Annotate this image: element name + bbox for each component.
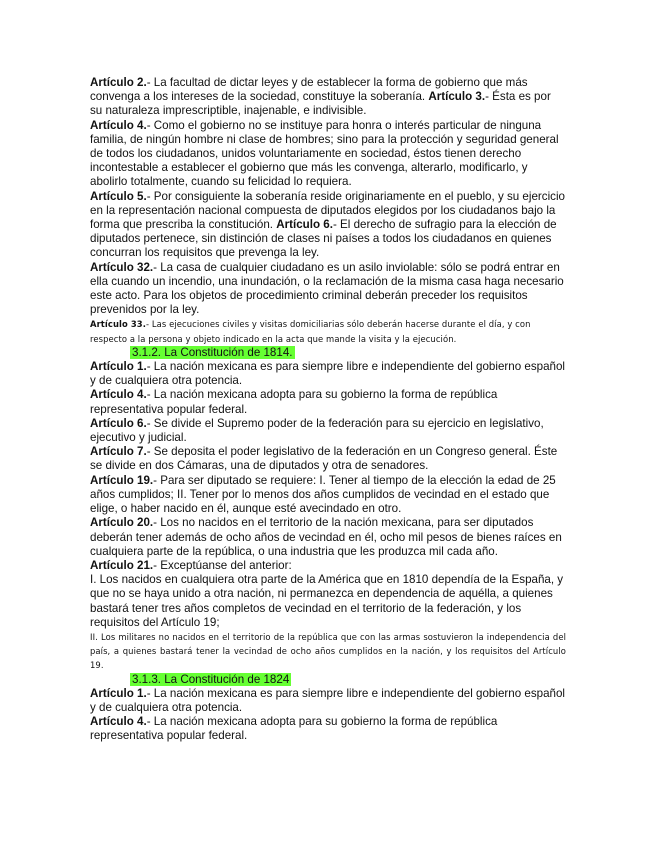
article-text: - Exceptúanse del anterior: <box>153 558 292 572</box>
article-paragraph <box>90 445 566 473</box>
section-heading-1824 <box>90 673 566 687</box>
article-number: Artículo 1. <box>90 686 147 700</box>
article-text: - Por consiguiente la soberanía reside originariamente en el pueblo, y su ejercicio en la representación nacional compuesta de diputados elegidos por los ciudadanos bajo la forma que prescriba la constitución. <box>90 189 565 232</box>
article-paragraph <box>90 261 566 318</box>
section-heading-1814 <box>90 346 566 360</box>
article-text: - La casa de cualquier ciudadano es un asilo inviolable: sólo se podrá entrar en ella cuando un incendio, una inundación, o la reclamación de la misma casa haga necesario este acto. Para los objetos de procedimiento criminal deberán preceder los requisitos prevenidos por la ley. <box>90 260 564 317</box>
article-text: - La nación mexicana adopta para su gobierno la forma de república representativa popular federal. <box>90 388 498 416</box>
article-paragraph <box>90 190 566 261</box>
article-text: - Ésta es por su naturaleza imprescriptible, inajenable, e indivisible. <box>90 90 551 118</box>
article-text: - La nación mexicana es para siempre libre e independiente del gobierno español y de cualquiera otra potencia. <box>90 360 565 388</box>
article-paragraph <box>90 360 566 388</box>
article-paragraph <box>90 559 566 573</box>
article-paragraph <box>90 119 566 190</box>
article-paragraph <box>90 715 566 743</box>
article-21-fraction-ii: II. Los militares no nacidos en el territorio de la república que con las armas sostuvieron la independencia del país, a quienes bastará tener la vecindad de ocho años cumplidos en la nación, y los requisitos del Artículo 19. <box>90 631 566 671</box>
article-text: - La facultad de dictar leyes y de establecer la forma de gobierno que más convenga a los intereses de la sociedad, constituye la soberanía. <box>90 76 528 104</box>
articles-section-b <box>90 360 566 630</box>
article-number: Artículo 21. <box>90 558 154 572</box>
article-paragraph <box>90 388 566 416</box>
article-paragraph <box>90 417 566 445</box>
article-number: Artículo 7. <box>90 445 147 459</box>
article-text: - La nación mexicana es para siempre libre e independiente del gobierno español y de cualquiera otra potencia. <box>90 686 565 714</box>
article-paragraph <box>90 474 566 517</box>
document-page <box>90 76 566 744</box>
articles-section-a <box>90 76 566 317</box>
article-text: I. Los nacidos en cualquiera otra parte de la América que en 1810 dependía de la España, y que no se haya unido a otra nación, ni permanezca en dependencia de aquélla, a quienes bastará tener tres años completos de vecindad en el territorio de la federación, y los requisitos del Artículo 19; <box>90 573 564 629</box>
article-paragraph <box>90 687 566 715</box>
article-33-paragraph <box>90 317 566 345</box>
article-text: - La nación mexicana adopta para su gobierno la forma de república representativa popular federal. <box>90 715 498 743</box>
article-number: Artículo 5. <box>90 189 147 203</box>
article-text: - Como el gobierno no se instituye para honra o interés particular de ninguna familia, de ningún hombre ni clase de hombres; sino para la protección y seguridad general de todos los ciudadanos, unidos voluntariamente en sociedad, éstos tienen derecho incontestable a establecer el gobierno que más les convenga, alterarlo, modificarlo, y abolirlo totalmente, cuando su felicidad lo requiera. <box>90 118 559 189</box>
article-paragraph <box>90 76 566 119</box>
article-number: Artículo 4. <box>90 388 147 402</box>
articles-section-c <box>90 687 566 744</box>
section-heading-text: 3.1.2. La Constitución de 1814. <box>132 345 293 359</box>
article-number: Artículo 33. <box>90 319 146 330</box>
article-number: Artículo 19. <box>90 473 154 487</box>
article-text: - Para ser diputado se requiere: I. Tener al tiempo de la elección la edad de 25 años cumplidos; II. Tener por lo menos dos años cumplidos de vecindad en el estado que elige, o haber nacido en él, aunque esté avecindado en otro. <box>90 473 556 516</box>
article-number: Artículo 1. <box>90 360 147 374</box>
article-number: Artículo 3. <box>428 90 486 104</box>
article-number: Artículo 20. <box>90 516 154 530</box>
article-number: Artículo 32. <box>90 260 154 274</box>
article-number: Artículo 4. <box>90 715 147 729</box>
article-text: - El derecho de sufragio para la elección de diputados pertenece, sin distinción de clases ni países a todos los ciudadanos en quienes concurran los requisitos que prevenga la ley. <box>90 218 557 260</box>
article-paragraph <box>90 573 566 630</box>
article-number: Artículo 4. <box>90 118 147 132</box>
article-text: - Se deposita el poder legislativo de la federación en un Congreso general. Éste se divide en dos Cámaras, una de diputados y otra de senadores. <box>90 445 558 473</box>
article-paragraph <box>90 516 566 559</box>
article-number: Artículo 6. <box>90 416 147 430</box>
article-text: - Se divide el Supremo poder de la federación para su ejercicio en legislativo, ejecutivo y judicial. <box>90 416 544 445</box>
article-number: Artículo 2. <box>90 76 147 89</box>
section-heading-text: 3.1.3. La Constitución de 1824 <box>132 672 290 686</box>
article-number: Artículo 6. <box>276 218 333 232</box>
article-text: - Las ejecuciones civiles y visitas domiciliarias sólo deberán hacerse durante el día, y con respecto a la persona y objeto indicado en la acta que mande la visita y la ejecución. <box>90 319 531 344</box>
article-text: - Los no nacidos en el territorio de la nación mexicana, para ser diputados deberán tener además de ocho años de vecindad en él, ocho mil pesos de bienes raíces en cualquiera parte de la república, o una industria que les produzca mil cada año. <box>90 516 562 558</box>
